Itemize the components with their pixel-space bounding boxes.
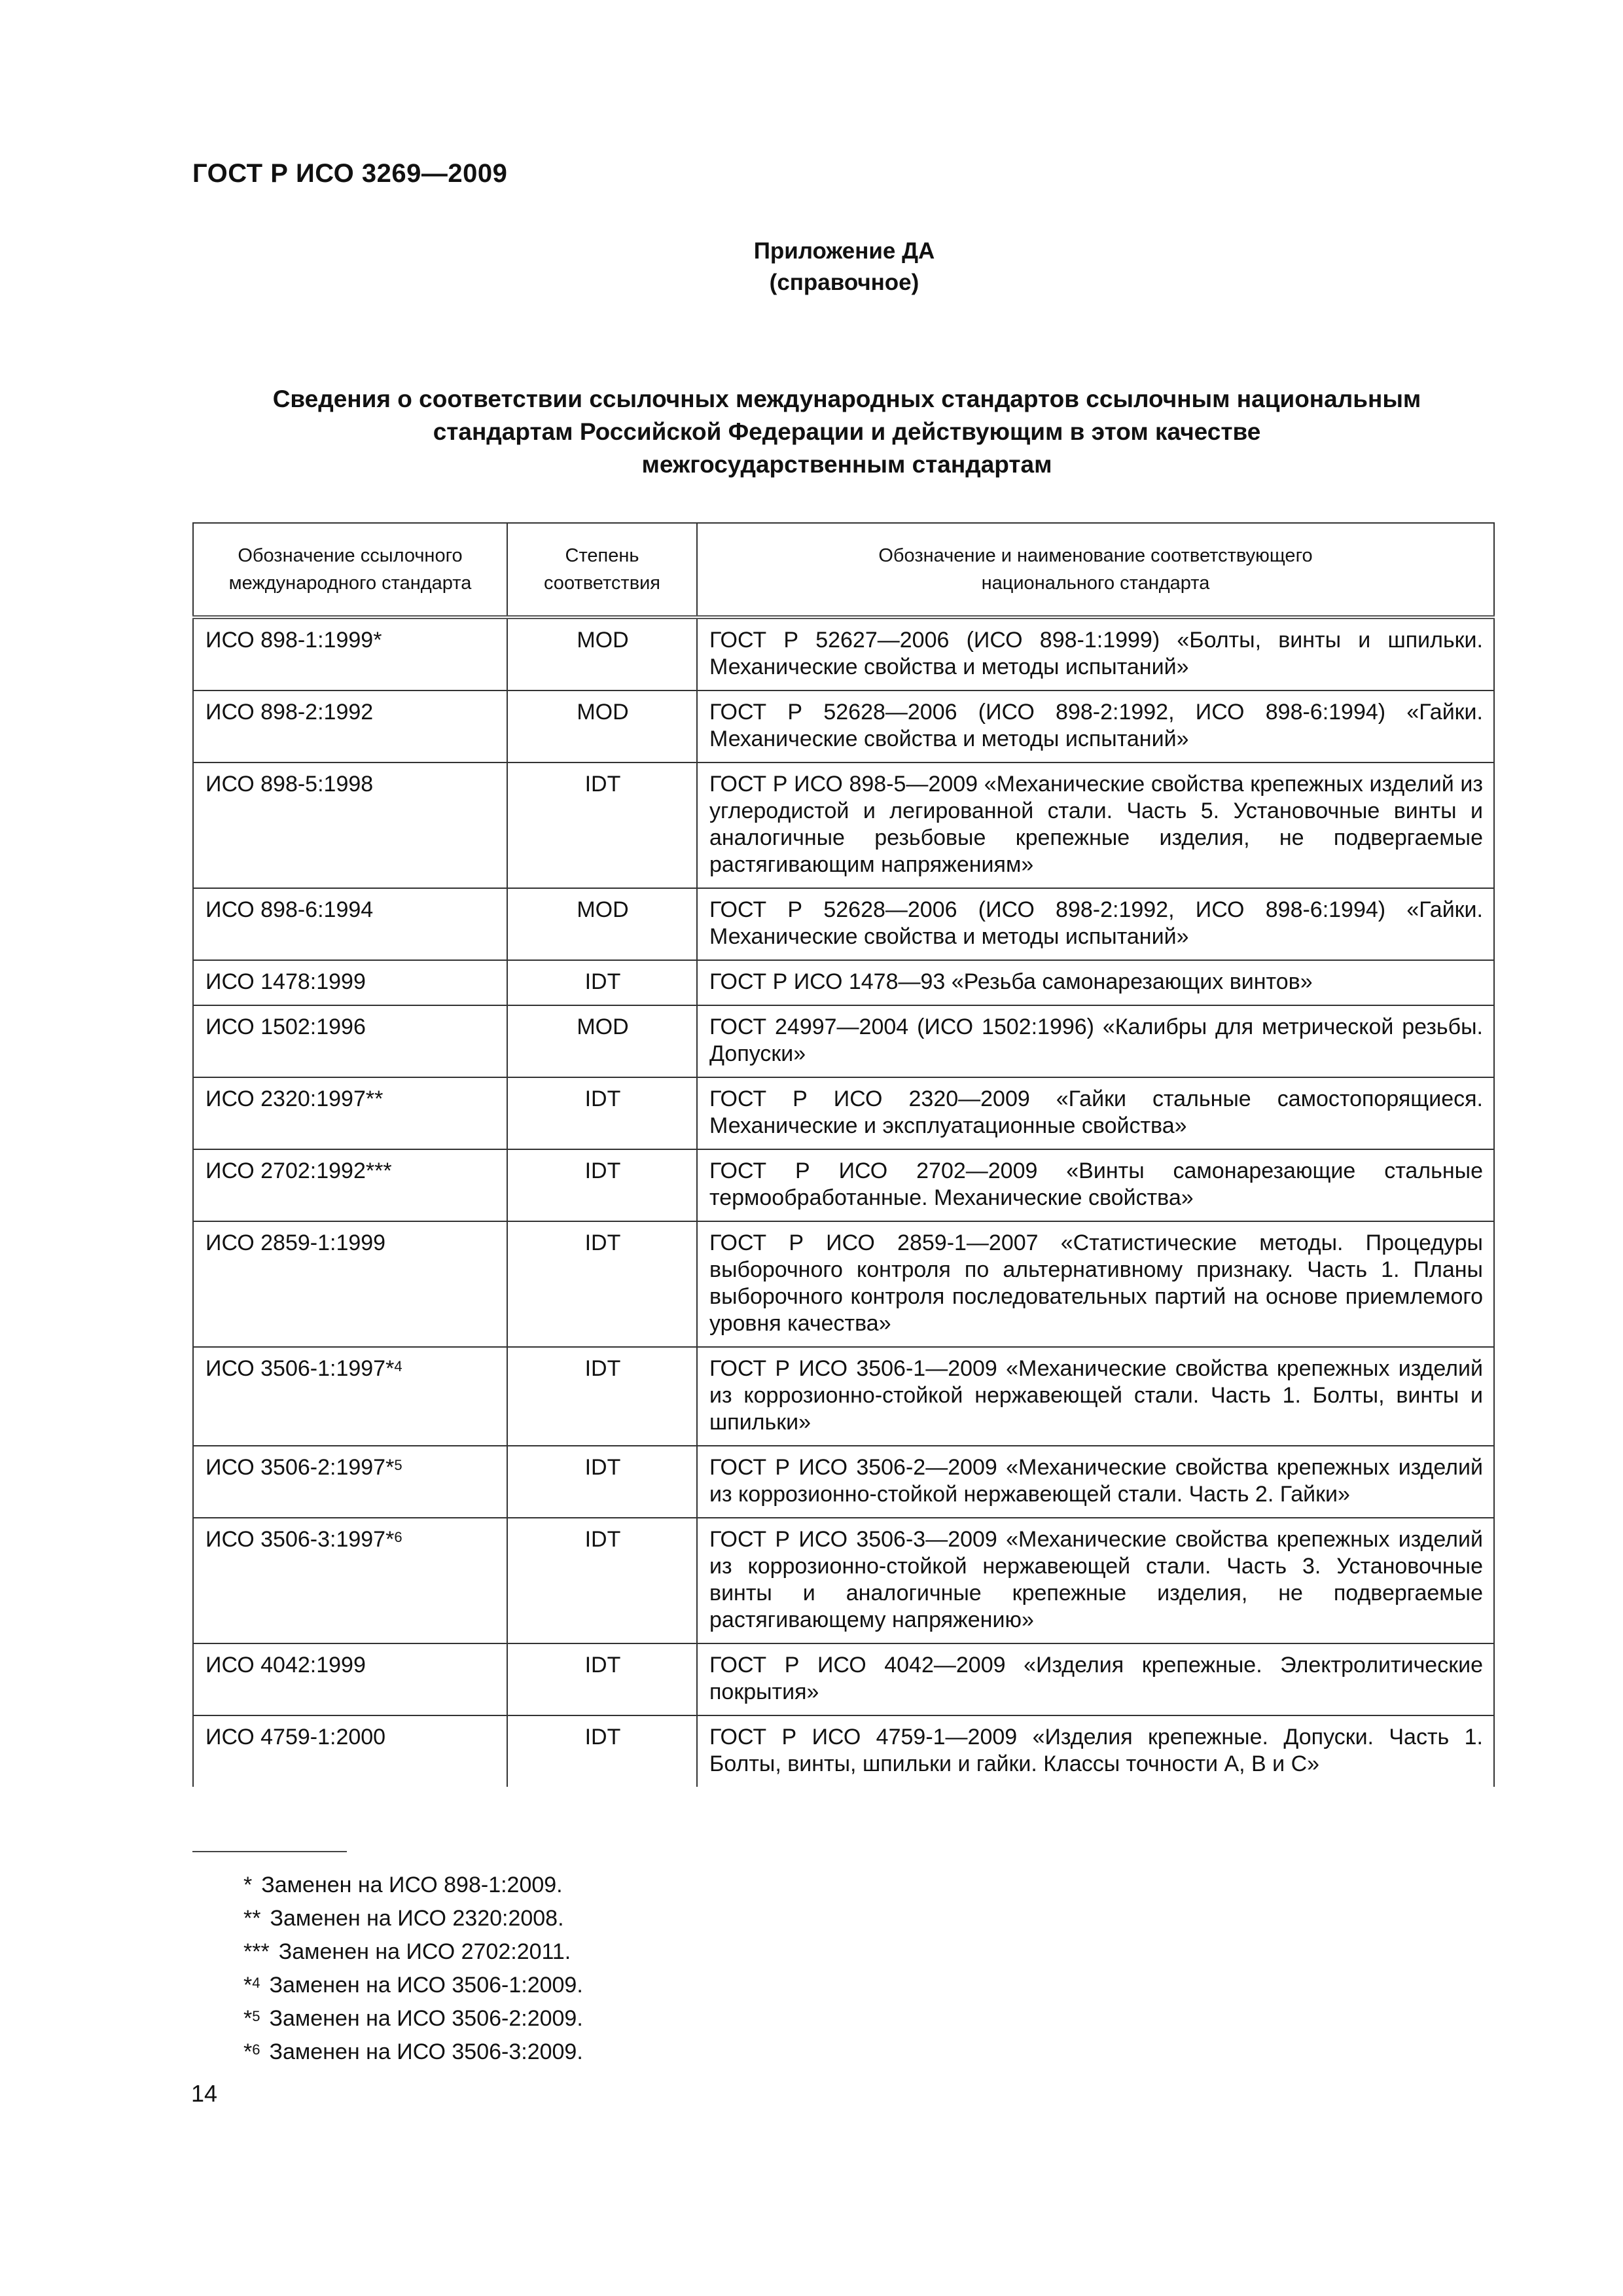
table-row	[193, 1005, 1494, 1077]
page-number: 14	[191, 2080, 218, 2107]
intl-standard-cell: ИСО 1502:1996	[193, 1005, 507, 1077]
table-row	[193, 1643, 1494, 1715]
footnote-marker: *$^5$	[243, 2006, 260, 2031]
degree-cell: IDT	[507, 762, 697, 888]
footnote-marker: ***	[243, 1939, 270, 1964]
footnote-marker: *	[243, 1873, 253, 1897]
national-standard-cell: ГОСТ Р ИСО 2320—2009 «Гайки стальные самостопорящиеся. Механические и эксплуатационные свойства»	[697, 1077, 1494, 1149]
footnote	[243, 2036, 583, 2069]
national-standard-cell: ГОСТ Р ИСО 2702—2009 «Винты самонарезающие стальные термообработанные. Механические свойства»	[697, 1149, 1494, 1221]
degree-cell: MOD	[507, 617, 697, 691]
footnotes	[243, 1869, 583, 2069]
intl-standard-cell: ИСО 898-1:1999*	[193, 617, 507, 691]
degree-cell: IDT	[507, 1347, 697, 1446]
footnote-text: Заменен на ИСО 3506-2:2009.	[269, 2006, 583, 2031]
degree-cell: IDT	[507, 1221, 697, 1347]
national-standard-cell: ГОСТ Р 52628—2006 (ИСО 898-2:1992, ИСО 898-6:1994) «Гайки. Механические свойства и методы испытаний»	[697, 691, 1494, 762]
footnote	[243, 2002, 583, 2036]
degree-cell: IDT	[507, 1518, 697, 1643]
footnote-mark: *$^5$	[385, 1455, 402, 1480]
degree-cell: MOD	[507, 888, 697, 960]
degree-cell: MOD	[507, 691, 697, 762]
footnote	[243, 1935, 583, 1969]
footnote-mark: *$^4$	[385, 1356, 402, 1381]
national-standard-cell: ГОСТ Р ИСО 1478—93 «Резьба самонарезающих винтов»	[697, 960, 1494, 1005]
table-header-row	[193, 523, 1494, 617]
document-code-header: ГОСТ Р ИСО 3269—2009	[192, 159, 508, 188]
table-row	[193, 762, 1494, 888]
footnote-text: Заменен на ИСО 3506-1:2009.	[269, 1973, 583, 1998]
intl-standard-cell: ИСО 898-5:1998	[193, 762, 507, 888]
table-row	[193, 1149, 1494, 1221]
national-standard-cell: ГОСТ Р ИСО 3506-2—2009 «Механические свойства крепежных изделий из коррозионно-стойкой нержавеющей стали. Часть 2. Гайки»	[697, 1446, 1494, 1518]
table-row	[193, 617, 1494, 691]
national-standard-cell: ГОСТ 24997—2004 (ИСО 1502:1996) «Калибры для метрической резьбы. Допуски»	[697, 1005, 1494, 1077]
footnote	[243, 1869, 583, 1902]
table-row	[193, 691, 1494, 762]
table-row	[193, 1518, 1494, 1643]
national-standard-cell: ГОСТ Р 52628—2006 (ИСО 898-2:1992, ИСО 898-6:1994) «Гайки. Механические свойства и методы испытаний»	[697, 888, 1494, 960]
degree-cell: IDT	[507, 1715, 697, 1787]
degree-cell: IDT	[507, 960, 697, 1005]
table-row	[193, 1221, 1494, 1347]
intl-standard-cell: ИСО 898-6:1994	[193, 888, 507, 960]
table-row	[193, 1715, 1494, 1787]
footnote-mark: *$^6$	[385, 1527, 402, 1552]
table-row	[193, 888, 1494, 960]
annex-subtitle: (справочное)	[769, 270, 919, 295]
table-row	[193, 960, 1494, 1005]
national-standard-cell: ГОСТ Р ИСО 4042—2009 «Изделия крепежные. Электролитические покрытия»	[697, 1643, 1494, 1715]
degree-cell: IDT	[507, 1077, 697, 1149]
footnote	[243, 1902, 583, 1935]
intl-standard-cell: ИСО 2702:1992***	[193, 1149, 507, 1221]
national-standard-cell: ГОСТ Р ИСО 3506-3—2009 «Механические свойства крепежных изделий из коррозионно-стойкой нержавеющей стали. Часть 3. Установочные винты и аналогичные крепежные изделия, не подвергаемые растягивающему напряжению»	[697, 1518, 1494, 1643]
degree-cell: MOD	[507, 1005, 697, 1077]
reference-standards-table	[192, 522, 1495, 1787]
footnote-marker: *$^4$	[243, 1973, 260, 1998]
intl-standard-cell: ИСО 4042:1999	[193, 1643, 507, 1715]
footnote	[243, 1969, 583, 2002]
intl-standard-cell: ИСО 3506-3:1997*$^6$	[193, 1518, 507, 1643]
degree-cell: IDT	[507, 1446, 697, 1518]
footnote-text: Заменен на ИСО 3506-3:2009.	[269, 2039, 583, 2064]
degree-cell: IDT	[507, 1643, 697, 1715]
national-standard-cell: ГОСТ Р 52627—2006 (ИСО 898-1:1999) «Болты, винты и шпильки. Механические свойства и методы испытаний»	[697, 617, 1494, 691]
intl-standard-cell: ИСО 2859-1:1999	[193, 1221, 507, 1347]
footnote-separator	[192, 1851, 347, 1852]
header-national-standard: Обозначение и наименование соответствующего национального стандарта	[697, 523, 1494, 617]
intl-standard-cell: ИСО 2320:1997**	[193, 1077, 507, 1149]
table-row	[193, 1077, 1494, 1149]
intl-standard-cell: ИСО 3506-1:1997*$^4$	[193, 1347, 507, 1446]
footnote-text: Заменен на ИСО 2320:2008.	[270, 1906, 564, 1931]
footnote-mark: ***	[365, 1158, 392, 1183]
table-row	[193, 1347, 1494, 1446]
national-standard-cell: ГОСТ Р ИСО 4759-1—2009 «Изделия крепежные. Допуски. Часть 1. Болты, винты, шпильки и гайки. Классы точности А, В и С»	[697, 1715, 1494, 1787]
intl-standard-cell: ИСО 1478:1999	[193, 960, 507, 1005]
section-title-line: стандартам Российской Федерации и действующим в этом качестве	[433, 418, 1261, 445]
header-intl-standard: Обозначение ссылочного международного стандарта	[193, 523, 507, 617]
intl-standard-cell: ИСО 898-2:1992	[193, 691, 507, 762]
annex-title: Приложение ДА	[753, 238, 935, 264]
footnote-mark: *	[373, 628, 382, 653]
section-title	[192, 383, 1501, 481]
intl-standard-cell: ИСО 3506-2:1997*$^5$	[193, 1446, 507, 1518]
reference-table-container	[192, 522, 1493, 1787]
footnote-text: Заменен на ИСО 2702:2011.	[278, 1939, 571, 1964]
table-row	[193, 1446, 1494, 1518]
section-title-line: Сведения о соответствии ссылочных международных стандартов ссылочным национальным	[272, 386, 1421, 412]
intl-standard-cell: ИСО 4759-1:2000	[193, 1715, 507, 1787]
footnote-marker: *$^6$	[243, 2039, 260, 2064]
national-standard-cell: ГОСТ Р ИСО 2859-1—2007 «Статистические методы. Процедуры выборочного контроля по альтернативному признаку. Часть 1. Планы выборочного контроля последовательных партий на основе приемлемого уровня качества»	[697, 1221, 1494, 1347]
footnote-marker: **	[243, 1906, 261, 1931]
national-standard-cell: ГОСТ Р ИСО 898-5—2009 «Механические свойства крепежных изделий из углеродистой и легированной стали. Часть 5. Установочные винты и аналогичные резьбовые крепежные изделия, не подвергаемые растягивающим напряжениям»	[697, 762, 1494, 888]
header-degree: Степень соответствия	[507, 523, 697, 617]
footnote-mark: **	[365, 1086, 383, 1111]
degree-cell: IDT	[507, 1149, 697, 1221]
section-title-line: межгосударственным стандартам	[641, 451, 1052, 478]
annex-heading	[0, 236, 1623, 298]
national-standard-cell: ГОСТ Р ИСО 3506-1—2009 «Механические свойства крепежных изделий из коррозионно-стойкой нержавеющей стали. Часть 1. Болты, винты и шпильки»	[697, 1347, 1494, 1446]
footnote-text: Заменен на ИСО 898-1:2009.	[261, 1873, 563, 1897]
